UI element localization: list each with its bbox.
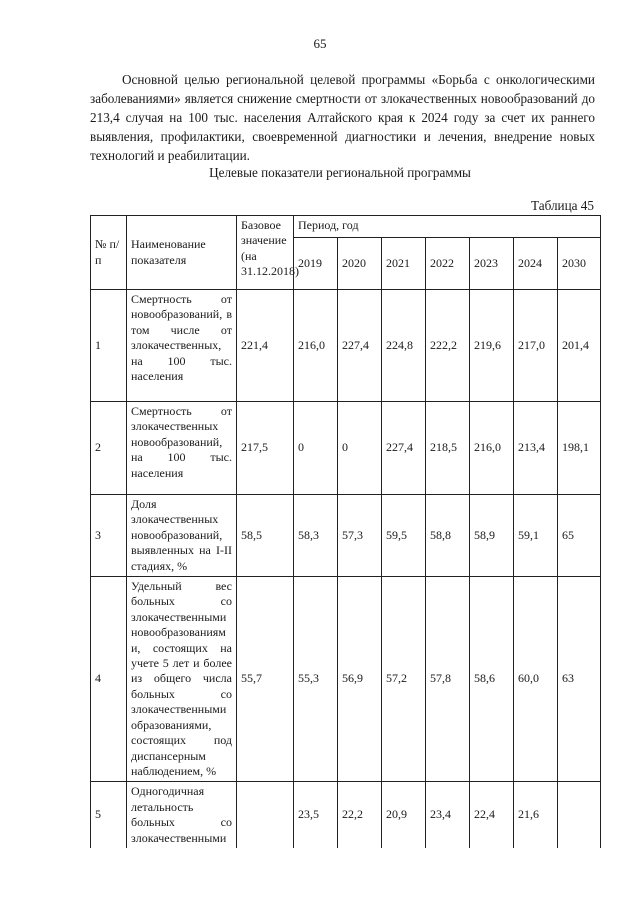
header-year: 2024 [514,238,558,290]
year-value: 57,8 [426,577,470,782]
indicator-name: Доля злокачественных новообразований, выявленных на I-II стадиях, % [127,495,237,577]
year-value: 57,3 [338,495,382,577]
intro-paragraph: Основной целью региональной целевой программы «Борьба с онкологическими заболеваниями» является снижение смертности от злокачественных новообразований до 213,4 случая на 100 тыс. населения Алтайского края к 2024 году за счет их раннего выявления, профилактики, своевременной диагностики и лечения, внедрение новых технологий и реабилитации. [90,72,595,163]
year-value: 55,3 [294,577,338,782]
year-value: 198,1 [558,402,601,495]
base-value: 58,5 [237,495,294,577]
year-value: 222,2 [426,290,470,402]
year-value: 65 [558,495,601,577]
year-value: 0 [294,402,338,495]
year-value: 22,4 [470,782,514,848]
header-year: 2020 [338,238,382,290]
table-row [91,290,601,402]
indicator-name: Смертность от новообразований, в том числе от злокачественных, на 100 тыс. населения [127,290,237,402]
header-base: Базовое значение (на 31.12.2018) [237,216,294,290]
base-value: 221,4 [237,290,294,402]
year-value: 59,1 [514,495,558,577]
year-value [558,782,601,848]
year-value: 58,8 [426,495,470,577]
year-value: 21,6 [514,782,558,848]
table-row [91,782,601,848]
year-value: 201,4 [558,290,601,402]
year-value: 227,4 [338,290,382,402]
table-row [91,402,601,495]
header-year: 2023 [470,238,514,290]
year-value: 58,3 [294,495,338,577]
year-value: 216,0 [294,290,338,402]
indicator-name: Удельный вес больных со злокачественными новообразованиями, состоящих на учете 5 лет и более из общего числа больных со злокачественными образованиями, состоящих под диспансерным наблюдением, % [127,577,237,782]
header-year: 2021 [382,238,426,290]
indicator-name: Одногодичная летальность больных со злокачественными [127,782,237,848]
header-year: 2022 [426,238,470,290]
year-value: 63 [558,577,601,782]
header-name: Наименование показателя [127,216,237,290]
year-value: 57,2 [382,577,426,782]
year-value: 60,0 [514,577,558,782]
year-value: 23,4 [426,782,470,848]
year-value: 217,0 [514,290,558,402]
row-number: 1 [91,290,127,402]
row-number: 3 [91,495,127,577]
year-value: 218,5 [426,402,470,495]
year-value: 219,6 [470,290,514,402]
base-value: 55,7 [237,577,294,782]
section-subtitle: Целевые показатели региональной программы [209,165,471,180]
base-value: 217,5 [237,402,294,495]
year-value: 23,5 [294,782,338,848]
year-value: 59,5 [382,495,426,577]
row-number: 4 [91,577,127,782]
year-value: 227,4 [382,402,426,495]
year-value: 213,4 [514,402,558,495]
year-value: 58,9 [470,495,514,577]
base-value [237,782,294,848]
indicators-table [90,215,601,848]
header-period: Период, год [294,216,601,238]
header-num: № п/п [91,216,127,290]
table-row [91,495,601,577]
table-row [91,577,601,782]
indicator-name: Смертность от злокачественных новообразований, на 100 тыс. населения [127,402,237,495]
row-number: 2 [91,402,127,495]
header-year: 2019 [294,238,338,290]
header-year: 2030 [558,238,601,290]
year-value: 22,2 [338,782,382,848]
row-number: 5 [91,782,127,848]
year-value: 58,6 [470,577,514,782]
year-value: 0 [338,402,382,495]
year-value: 216,0 [470,402,514,495]
year-value: 20,9 [382,782,426,848]
page-number: 65 [313,36,327,51]
year-value: 224,8 [382,290,426,402]
table-label: Таблица 45 [531,198,594,213]
year-value: 56,9 [338,577,382,782]
